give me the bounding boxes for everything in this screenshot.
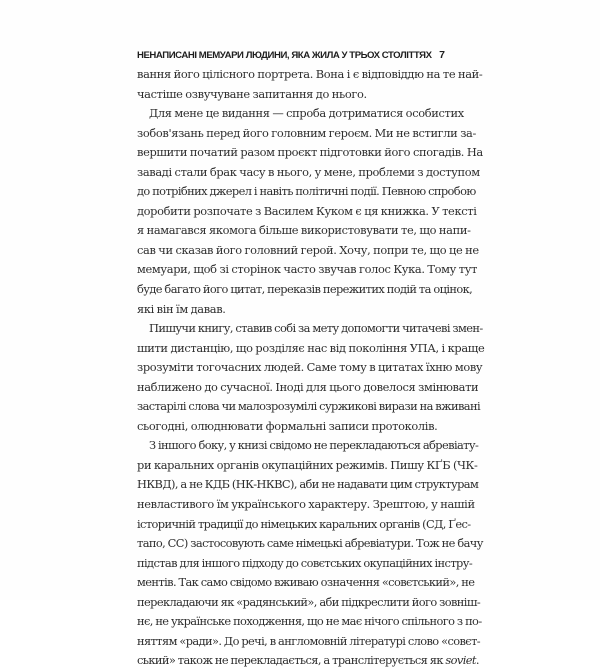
text-line: зобов'язань перед його головним героєм. Ми не встигли за- <box>137 125 476 140</box>
text-line: сьогодні, олюднювати формальні записи протоколів. <box>137 418 438 433</box>
text-line: вання його цілісного портрета. Вона і є відповіддю на те най- <box>137 67 483 81</box>
text-line: наближено до сучасної. Іноді для цього довелося змінювати <box>137 379 479 394</box>
text-line: Для мене це видання — спроба дотриматися особистих <box>149 106 464 121</box>
text-line: перекладаючи як «радянський», аби підкреслити його зовніш- <box>137 594 481 609</box>
text-line: буде багато його цитат, переказів пережитих подій та оцінок, <box>137 282 473 297</box>
text-line: З іншого боку, у книзі свідомо не перекладаються абревіату- <box>149 438 479 453</box>
text-line: няттям «ради». До речі, в англомовній літературі слово «совєт- <box>137 633 481 648</box>
text-line-final <box>137 651 479 671</box>
text-line: доробити розпочате з Василем Куком є ця книжка. У тексті <box>137 203 477 218</box>
body-text <box>137 65 485 671</box>
text-line: тапо, СС) застосовують саме німецькі абревіатури. Тож не бачу <box>137 536 483 551</box>
text-line-content: ський» також не перекладається, а транслітерується як <box>137 653 443 668</box>
text-line: нє, не українське походження, що не має нічого спільного з по- <box>137 614 482 629</box>
text-line: ментів. Так само свідомо вживаю означення «совєтський», не <box>137 575 475 590</box>
sentence-end: . <box>475 653 479 668</box>
text-line: невластивого їм українського характеру. Зрештою, у нашій <box>137 497 475 512</box>
text-line: частіше озвучуване запитання до нього. <box>137 86 367 101</box>
text-line: НКВД), а не КДБ (НК-НКВС), аби не надавати цим структурам <box>137 477 479 492</box>
text-line: сав чи сказав його головний герой. Хочу, попри те, що це не <box>137 242 479 257</box>
text-line: вершити початий разом проєкт підготовки його спогадів. На <box>137 145 483 160</box>
text-line: які він їм давав. <box>137 301 226 316</box>
italic-term: soviet <box>445 653 476 668</box>
text-line: історичній традиції до німецьких каральних органів (СД, Ґес- <box>137 516 471 531</box>
text-line: заваді стали брак часу в нього, у мене, проблеми з доступом <box>137 164 480 179</box>
text-line: шити дистанцію, що розділяє нас від покоління УПА, і краще <box>137 340 485 355</box>
text-line: я намагався якомога більше використовувати те, що напи- <box>137 223 471 238</box>
text-line: застарілі слова чи малозрозумілі суржикові вирази на вживані <box>137 399 481 414</box>
running-head-title: НЕНАПИСАНІ МЕМУАРИ ЛЮДИНИ, ЯКА ЖИЛА У ТРЬОХ СТОЛІТТЯХ <box>137 49 432 61</box>
page-number: 7 <box>439 49 445 61</box>
text-line: до потрібних джерел і навіть політичні події. Певною спробою <box>137 184 476 199</box>
text-line: Пишучи книгу, ставив собі за мету допомогти читачеві змен- <box>149 321 483 336</box>
text-line: мемуари, щоб зі сторінок часто звучав голос Кука. Тому тут <box>137 262 478 277</box>
text-line: підстав для іншого підходу до совєтських окупаційних інстру- <box>137 555 473 570</box>
text-line: зрозуміти тогочасних людей. Саме тому в цитатах їхню мову <box>137 360 483 375</box>
running-head <box>137 48 445 62</box>
text-line: ри каральних органів окупаційних режимів. Пишу КҐБ (ЧК- <box>137 457 478 472</box>
